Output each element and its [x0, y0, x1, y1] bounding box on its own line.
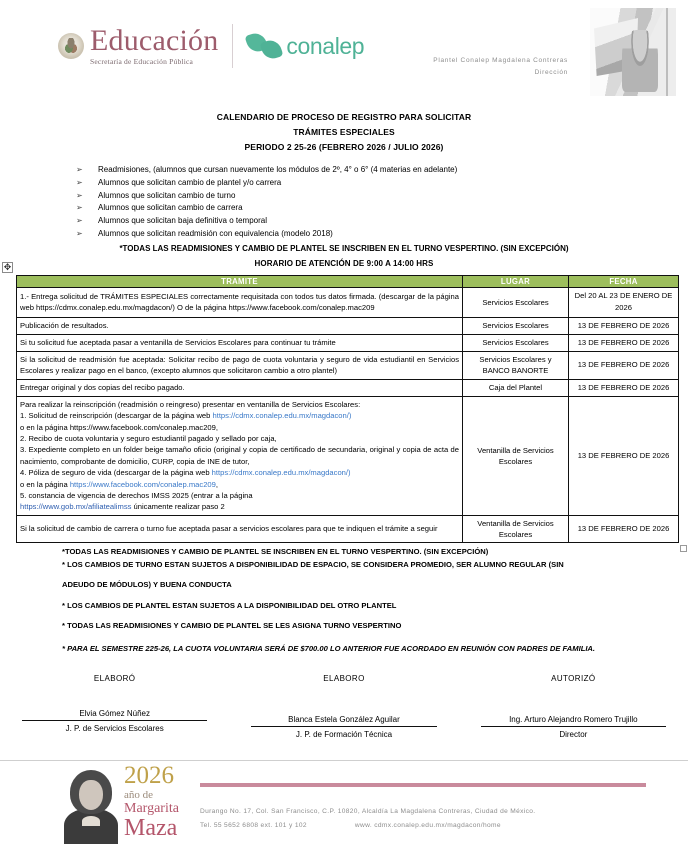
cell-tramite: Si la solicitud de cambio de carrera o turno fue aceptada pasar a servicios escolares para que te indiquen el trámite a seguir [17, 515, 463, 542]
page-title [0, 110, 688, 155]
plantel-line-2: Dirección [534, 69, 568, 77]
schedule-table [16, 275, 679, 543]
signature-autorizo [459, 674, 688, 739]
flag-figure [622, 30, 658, 92]
list-item-label: Alumnos que solicitan baja definitiva o temporal [98, 216, 267, 226]
table-row [17, 379, 679, 396]
footnotes [0, 546, 688, 654]
flag-pole [666, 8, 668, 96]
arrow-bullet-icon: ➢ [76, 190, 83, 200]
footer-margarita: Margarita [124, 801, 179, 816]
signature-name: Ing. Arturo Alejandro Romero Trujillo [509, 715, 638, 725]
cell-lugar: Servicios Escolares [463, 334, 569, 351]
educacion-title: Educación [90, 24, 219, 58]
cell-lugar: Ventanilla de Servicios Escolares [463, 515, 569, 542]
table-header-row [17, 275, 679, 287]
document-header [0, 0, 688, 100]
footnote-1: *TODAS LAS READMISIONES Y CAMBIO DE PLANTEL SE INSCRIBEN EN EL TURNO VESPERTINO. (SIN EXCEPCIÓN) [62, 546, 489, 556]
req-5: 5. constancia de vigencia de derechos IMSS 2025 (entrar a la página [20, 490, 253, 500]
table-row [17, 334, 679, 351]
cell-fecha: 13 DE FEBRERO DE 2026 [569, 379, 679, 396]
req-1: 1. Solicitud de reinscripción (descargar de la página web [20, 411, 213, 421]
list-item [76, 190, 688, 203]
table-row [17, 396, 679, 515]
signature-line [251, 726, 436, 727]
footer-year: 2026 [124, 762, 174, 789]
list-item [76, 202, 688, 215]
plantel-heading [388, 55, 568, 80]
signature-name: Blanca Estela González Aguilar [288, 715, 400, 725]
column-header-tramite: TRAMITE [17, 275, 463, 287]
list-item-label: Alumnos que solicitan cambio de turno [98, 190, 236, 200]
footer-ano-de: año de [124, 789, 154, 801]
list-item-label: Alumnos que solicitan cambio de plantel y/o carrera [98, 177, 282, 187]
cell-tramite: Si tu solicitud fue aceptada pasar a ventanilla de Servicios Escolares para continuar tu trámite [17, 334, 463, 351]
footnote-3: ADEUDO DE MÓDULOS) Y BUENA CONDUCTA [62, 580, 232, 590]
footnote-4: * LOS CAMBIOS DE PLANTEL ESTAN SUJETOS A LA DISPONIBILIDAD DEL OTRO PLANTEL [62, 600, 397, 610]
margarita-maza-text [124, 763, 179, 844]
footer-maza: Maza [124, 815, 178, 841]
arrow-bullet-icon: ➢ [76, 164, 83, 174]
logo-divider [232, 24, 233, 68]
signature-block [0, 674, 688, 739]
link-facebook[interactable]: https://www.facebook.com/conalep.mac209 [69, 479, 216, 489]
cell-fecha: 13 DE FEBRERO DE 2026 [569, 351, 679, 379]
title-line-3: PERIODO 2 25-26 (FEBRERO 2026 / JULIO 2026) [244, 141, 444, 152]
link-magdacon-1[interactable]: https://cdmx.conalep.edu.mx/magdacon/) [212, 411, 352, 421]
table-row [17, 515, 679, 542]
title-line-2: TRÁMITES ESPECIALES [293, 126, 395, 137]
signature-heading: AUTORIZÓ [551, 674, 596, 684]
table-resize-handle[interactable] [680, 545, 687, 552]
list-item [76, 164, 688, 177]
cell-lugar: Ventanilla de Servicios Escolares [463, 396, 569, 515]
signature-elaboro-1 [0, 674, 229, 739]
signature-role: Director [559, 730, 588, 740]
cell-lugar: Servicios Escolares [463, 288, 569, 317]
arrow-bullet-icon: ➢ [76, 216, 83, 226]
portrait-collar [82, 816, 100, 826]
plantel-line-1: Plantel Conalep Magdalena Contreras [433, 57, 568, 64]
req-4b: o en la página [20, 479, 70, 489]
signature-line [22, 720, 207, 721]
column-header-lugar: LUGAR [463, 275, 569, 287]
mexico-coat-of-arms-icon [58, 33, 84, 59]
list-item [76, 177, 688, 190]
footnote-5: * TODAS LAS READMISIONES Y CAMBIO DE PLANTEL SE LES ASIGNA TURNO VESPERTINO [62, 621, 402, 631]
list-item-label: Readmisiones, (alumnos que cursan nuevamente los módulos de 2º, 4° o 6° (4 materias en adelante) [98, 164, 458, 174]
cell-tramite: 1.- Entrega solicitud de TRÁMITES ESPECIALES correctamente requisitada con todos tus datos firmada. (descargar de la página web https://cdmx.conalep.edu.mx/magdacon/) O de la página https://www.facebook.com/conalep.mac209 [17, 288, 463, 317]
margarita-maza-logo [62, 760, 192, 844]
footer-website-url[interactable]: www. cdmx.conalep.edu.mx/magdacon/home [354, 821, 501, 829]
cell-lugar: Servicios Escolares [463, 317, 569, 334]
footer-contact-row [200, 819, 658, 833]
table-move-handle-icon[interactable]: ✥ [3, 261, 12, 272]
cell-fecha: 13 DE FEBRERO DE 2026 [569, 334, 679, 351]
list-item-label: Alumnos que solicitan readmisión con equivalencia (modelo 2018) [98, 229, 333, 239]
bullet-list [0, 164, 688, 242]
footer-telephone: Tel. 55 5652 6808 ext. 101 y 102 [200, 821, 307, 829]
margarita-maza-portrait-icon [62, 764, 120, 844]
footer-address: Durango No. 17, Col. San Francisco, C.P. 10820, Alcaldía La Magdalena Contreras, Ciudad de México. [200, 808, 536, 815]
signature-role: J. P. de Servicios Escolares [65, 724, 164, 734]
list-item [76, 215, 688, 228]
signature-line [481, 726, 666, 727]
cell-fecha: Del 20 AL 23 DE ENERO DE 2026 [569, 288, 679, 317]
req-5b: únicamente realizar paso 2 [131, 502, 225, 512]
cell-tramite-long [17, 396, 463, 515]
logo-group [58, 24, 364, 68]
footer-divider-rule [200, 783, 646, 787]
req-4: 4. Póliza de seguro de vida (descargar de la página web [20, 468, 212, 478]
conalep-logo [247, 33, 364, 60]
attention-hours-note: HORARIO DE ATENCIÓN DE 9:00 A 14:00 HRS [254, 259, 434, 269]
column-header-fecha: FECHA [569, 275, 679, 287]
arrow-bullet-icon: ➢ [76, 203, 83, 213]
link-imss[interactable]: https://www.gob.mx/afiliatealimss [20, 502, 132, 512]
educacion-subtitle: Secretaría de Educación Pública [90, 57, 194, 67]
cell-tramite: Publicación de resultados. [17, 317, 463, 334]
arrow-bullet-icon: ➢ [76, 229, 83, 239]
cell-fecha: 13 DE FEBRERO DE 2026 [569, 396, 679, 515]
req-1b: o en la página https://www.facebook.com/conalep.mac209, [20, 422, 218, 432]
cell-tramite: Si la solicitud de readmisión fue aceptada: Solicitar recibo de pago de cuota voluntaria y seguro de vida estudiantil en Servicios Escolares y realizar pago en el banco, (excepto alumnos que solicitaron cambio a otro plantel) [17, 351, 463, 379]
document-footer [0, 760, 688, 842]
cell-fecha: 13 DE FEBRERO DE 2026 [569, 317, 679, 334]
list-item [76, 228, 688, 241]
cell-lugar: Servicios Escolares y BANCO BANORTE [463, 351, 569, 379]
req-3: 3. Expediente completo en un folder beige tamaño oficio (original y copia de certificado de secundaria, original y copia de acta de nacimiento, comprobante de domicilio, CURP, copia de INE de tutor, [20, 445, 459, 466]
signature-elaboro-2 [229, 674, 458, 739]
footnote-6: * PARA EL SEMESTRE 225-26, LA CUOTA VOLUNTARIA SERÁ DE $700.00 LO ANTERIOR FUE ACORDADO EN REUNIÓN CON PADRES DE FAMILIA. [62, 643, 596, 653]
signature-name: Elvia Gómez Núñez [79, 709, 151, 719]
mexican-flag-image [590, 8, 676, 96]
educacion-logo [90, 26, 218, 66]
req-intro: Para realizar la reinscripción (readmisión o reingreso) presentar en ventanilla de Servicios Escolares: [20, 399, 361, 409]
cell-tramite: Entregar original y dos copias del recibo pagado. [17, 379, 463, 396]
signature-role: J. P. de Formación Técnica [295, 730, 393, 740]
signature-heading: ELABORÓ [93, 674, 136, 684]
list-item-label: Alumnos que solicitan cambio de carrera [98, 203, 243, 213]
signature-heading: ELABORO [323, 674, 365, 684]
vespertino-note: *TODAS LAS READMISIONES Y CAMBIO DE PLANTEL SE INSCRIBEN EN EL TURNO VESPERTINO. (SIN EXCEPCIÓN) [119, 244, 569, 254]
req-4c: , [215, 479, 218, 489]
table-row [17, 288, 679, 317]
arrow-bullet-icon: ➢ [76, 177, 83, 187]
cell-fecha: 13 DE FEBRERO DE 2026 [569, 515, 679, 542]
cell-lugar: Caja del Plantel [463, 379, 569, 396]
table-row [17, 317, 679, 334]
link-magdacon-2[interactable]: https://cdmx.conalep.edu.mx/magdacon/) [211, 468, 351, 478]
conalep-mark-icon [247, 33, 281, 59]
portrait-face [79, 780, 103, 810]
table-row [17, 351, 679, 379]
footnote-2: * LOS CAMBIOS DE TURNO ESTAN SUJETOS A DISPONIBILIDAD DE ESPACIO, SE CONSIDERA PROMEDIO, SER ALUMNO REGULAR (SIN [62, 560, 564, 570]
conalep-wordmark: conalep [286, 32, 365, 59]
req-2: 2. Recibo de cuota voluntaria y seguro estudiantil pagado y sellado por caja, [20, 433, 277, 443]
title-line-1: CALENDARIO DE PROCESO DE REGISTRO PARA SOLICITAR [216, 112, 472, 122]
footer-contact-info [200, 805, 658, 833]
